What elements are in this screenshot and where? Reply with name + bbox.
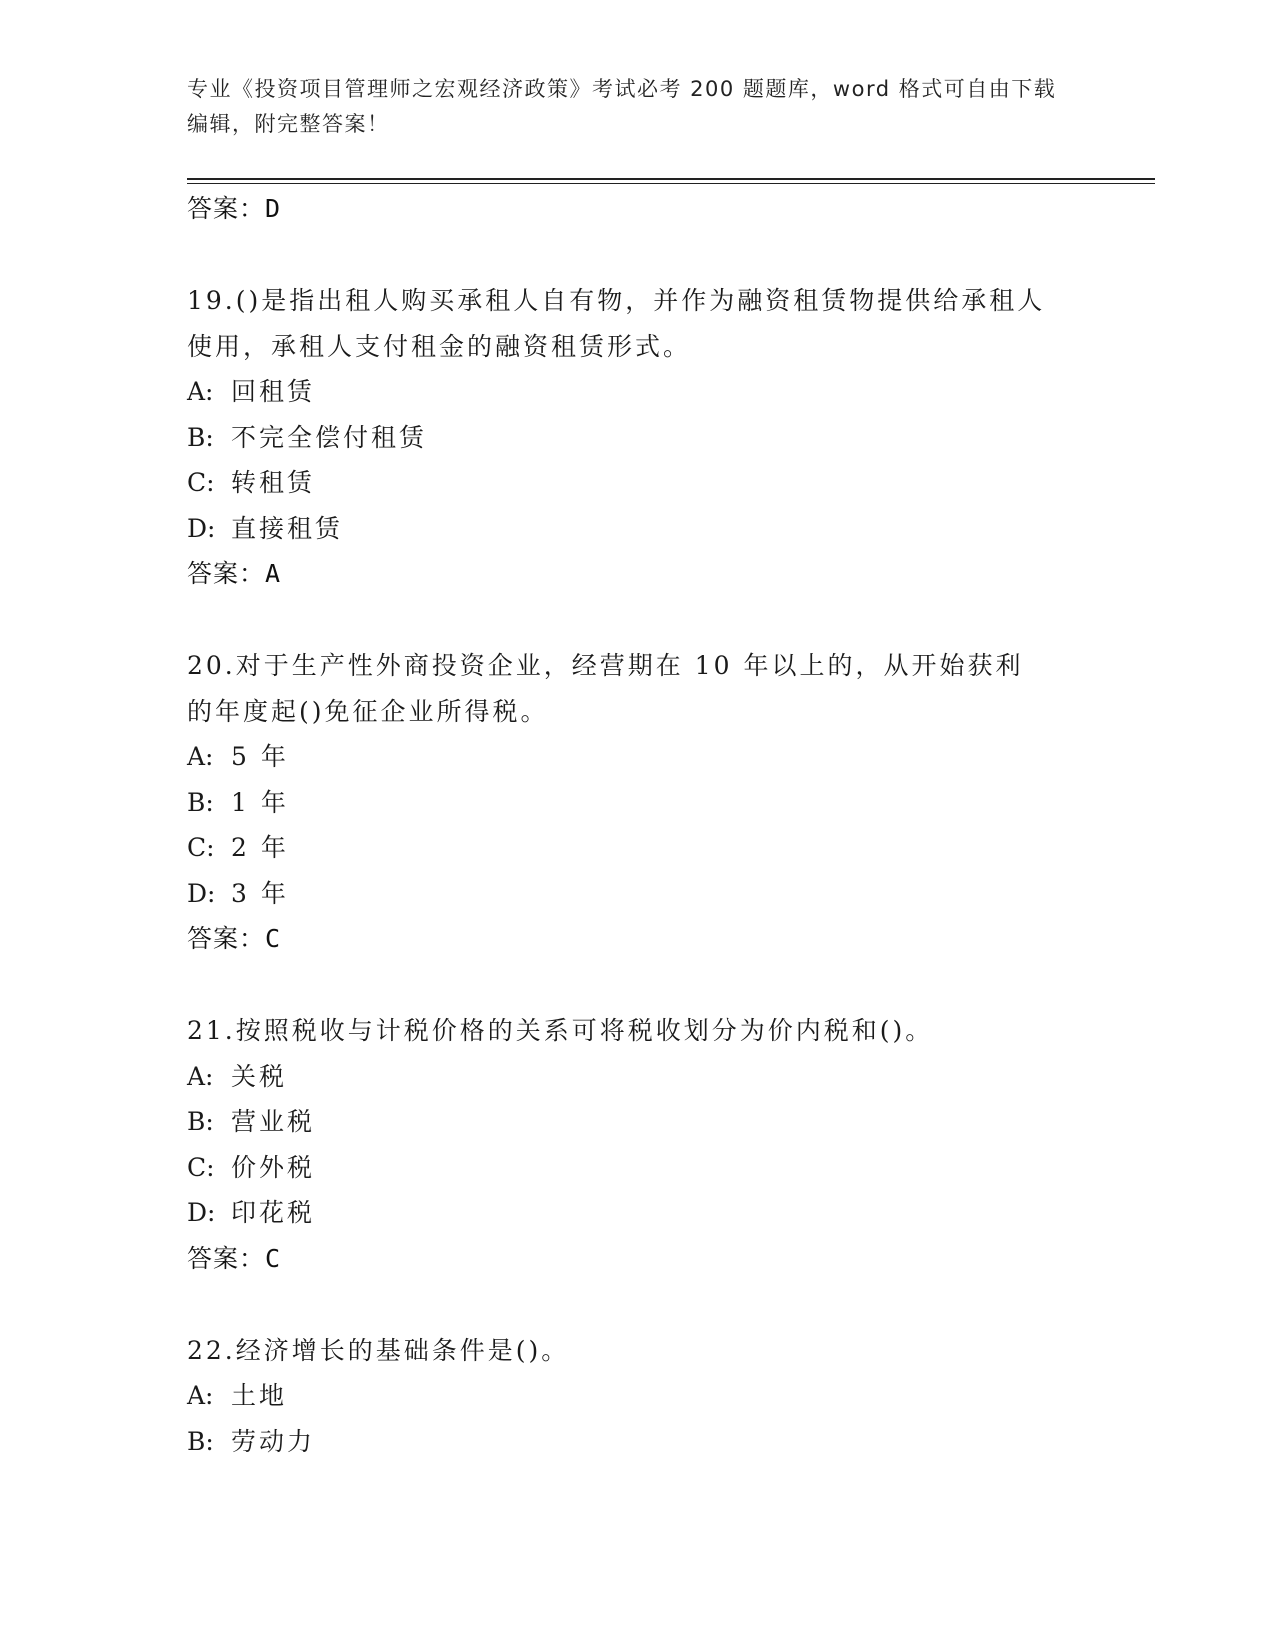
- option-key: C:: [187, 1152, 215, 1182]
- option-text: 不完全偿付租赁: [231, 422, 428, 452]
- option-a: [187, 1373, 1087, 1419]
- option-b: [187, 415, 1087, 461]
- option-key: B:: [187, 1426, 214, 1456]
- answer-label: 答案：: [187, 1243, 266, 1273]
- answer-value: C: [265, 924, 282, 953]
- option-b: [187, 1419, 1087, 1465]
- option-text: 直接租赁: [231, 513, 344, 543]
- answer-label: 答案：: [187, 924, 266, 953]
- header-rule-thin: [187, 183, 1155, 184]
- option-a: [187, 734, 1087, 780]
- question-stem: 22.经济增长的基础条件是()。: [187, 1335, 570, 1365]
- option-text: 回租赁: [231, 377, 316, 406]
- document-header: 专业《投资项目管理师之宏观经济政策》考试必考 200 题题库，word 格式可自由下载编辑，附完整答案！: [187, 77, 1057, 136]
- option-c: [187, 825, 1087, 871]
- option-text: 印花税: [231, 1198, 316, 1227]
- answer-line: [187, 916, 1087, 962]
- option-text: 转租赁: [231, 468, 316, 497]
- option-text: 3 年: [231, 878, 289, 908]
- option-key: D:: [187, 878, 216, 908]
- question-20: [187, 643, 1087, 962]
- answer-line: [187, 551, 1087, 597]
- option-b: [187, 780, 1087, 826]
- answer-line: [187, 186, 1087, 232]
- option-key: C:: [187, 833, 215, 862]
- answer-label: 答案：: [187, 559, 266, 588]
- option-key: B:: [187, 422, 214, 452]
- option-key: A:: [187, 377, 214, 406]
- question-list: [187, 186, 1087, 1464]
- option-key: A:: [187, 1381, 214, 1410]
- option-d: [187, 1190, 1087, 1236]
- option-key: C:: [187, 468, 215, 497]
- question-stem: 19.()是指出租人购买承租人自有物，并作为融资租赁物提供给承租人使用，承租人支付租金的融资租赁形式。: [187, 286, 1046, 361]
- question-22: [187, 1328, 1087, 1465]
- answer-value: D: [265, 194, 282, 223]
- header-rule: [187, 178, 1155, 180]
- option-b: [187, 1099, 1087, 1145]
- answer-value: A: [265, 559, 282, 588]
- option-c: [187, 1145, 1087, 1191]
- option-key: B:: [187, 1107, 214, 1136]
- option-text: 营业税: [231, 1107, 316, 1136]
- option-key: A:: [187, 1061, 214, 1091]
- question-19: [187, 278, 1087, 597]
- option-c: [187, 460, 1087, 506]
- option-d: [187, 871, 1087, 917]
- option-a: [187, 1054, 1087, 1100]
- option-text: 土地: [231, 1381, 288, 1410]
- option-key: D:: [187, 1198, 216, 1227]
- option-d: [187, 506, 1087, 552]
- option-a: [187, 369, 1087, 415]
- answer-line: [187, 1236, 1087, 1282]
- answer-value: C: [265, 1243, 282, 1273]
- answer-label: 答案：: [187, 194, 266, 223]
- question-stem: 21.按照税收与计税价格的关系可将税收划分为价内税和()。: [187, 1016, 934, 1045]
- option-text: 劳动力: [231, 1426, 316, 1456]
- option-key: D:: [187, 513, 216, 543]
- option-text: 价外税: [231, 1152, 316, 1182]
- question-stem: 20.对于生产性外商投资企业，经营期在 10 年以上的，从开始获利的年度起()免征企业所得税。: [187, 651, 1024, 726]
- question-21: [187, 1008, 1087, 1282]
- option-text: 关税: [231, 1061, 288, 1091]
- option-text: 1 年: [231, 787, 289, 817]
- option-text: 5 年: [231, 742, 289, 771]
- option-text: 2 年: [231, 833, 289, 862]
- option-key: B:: [187, 787, 214, 817]
- option-key: A:: [187, 742, 214, 771]
